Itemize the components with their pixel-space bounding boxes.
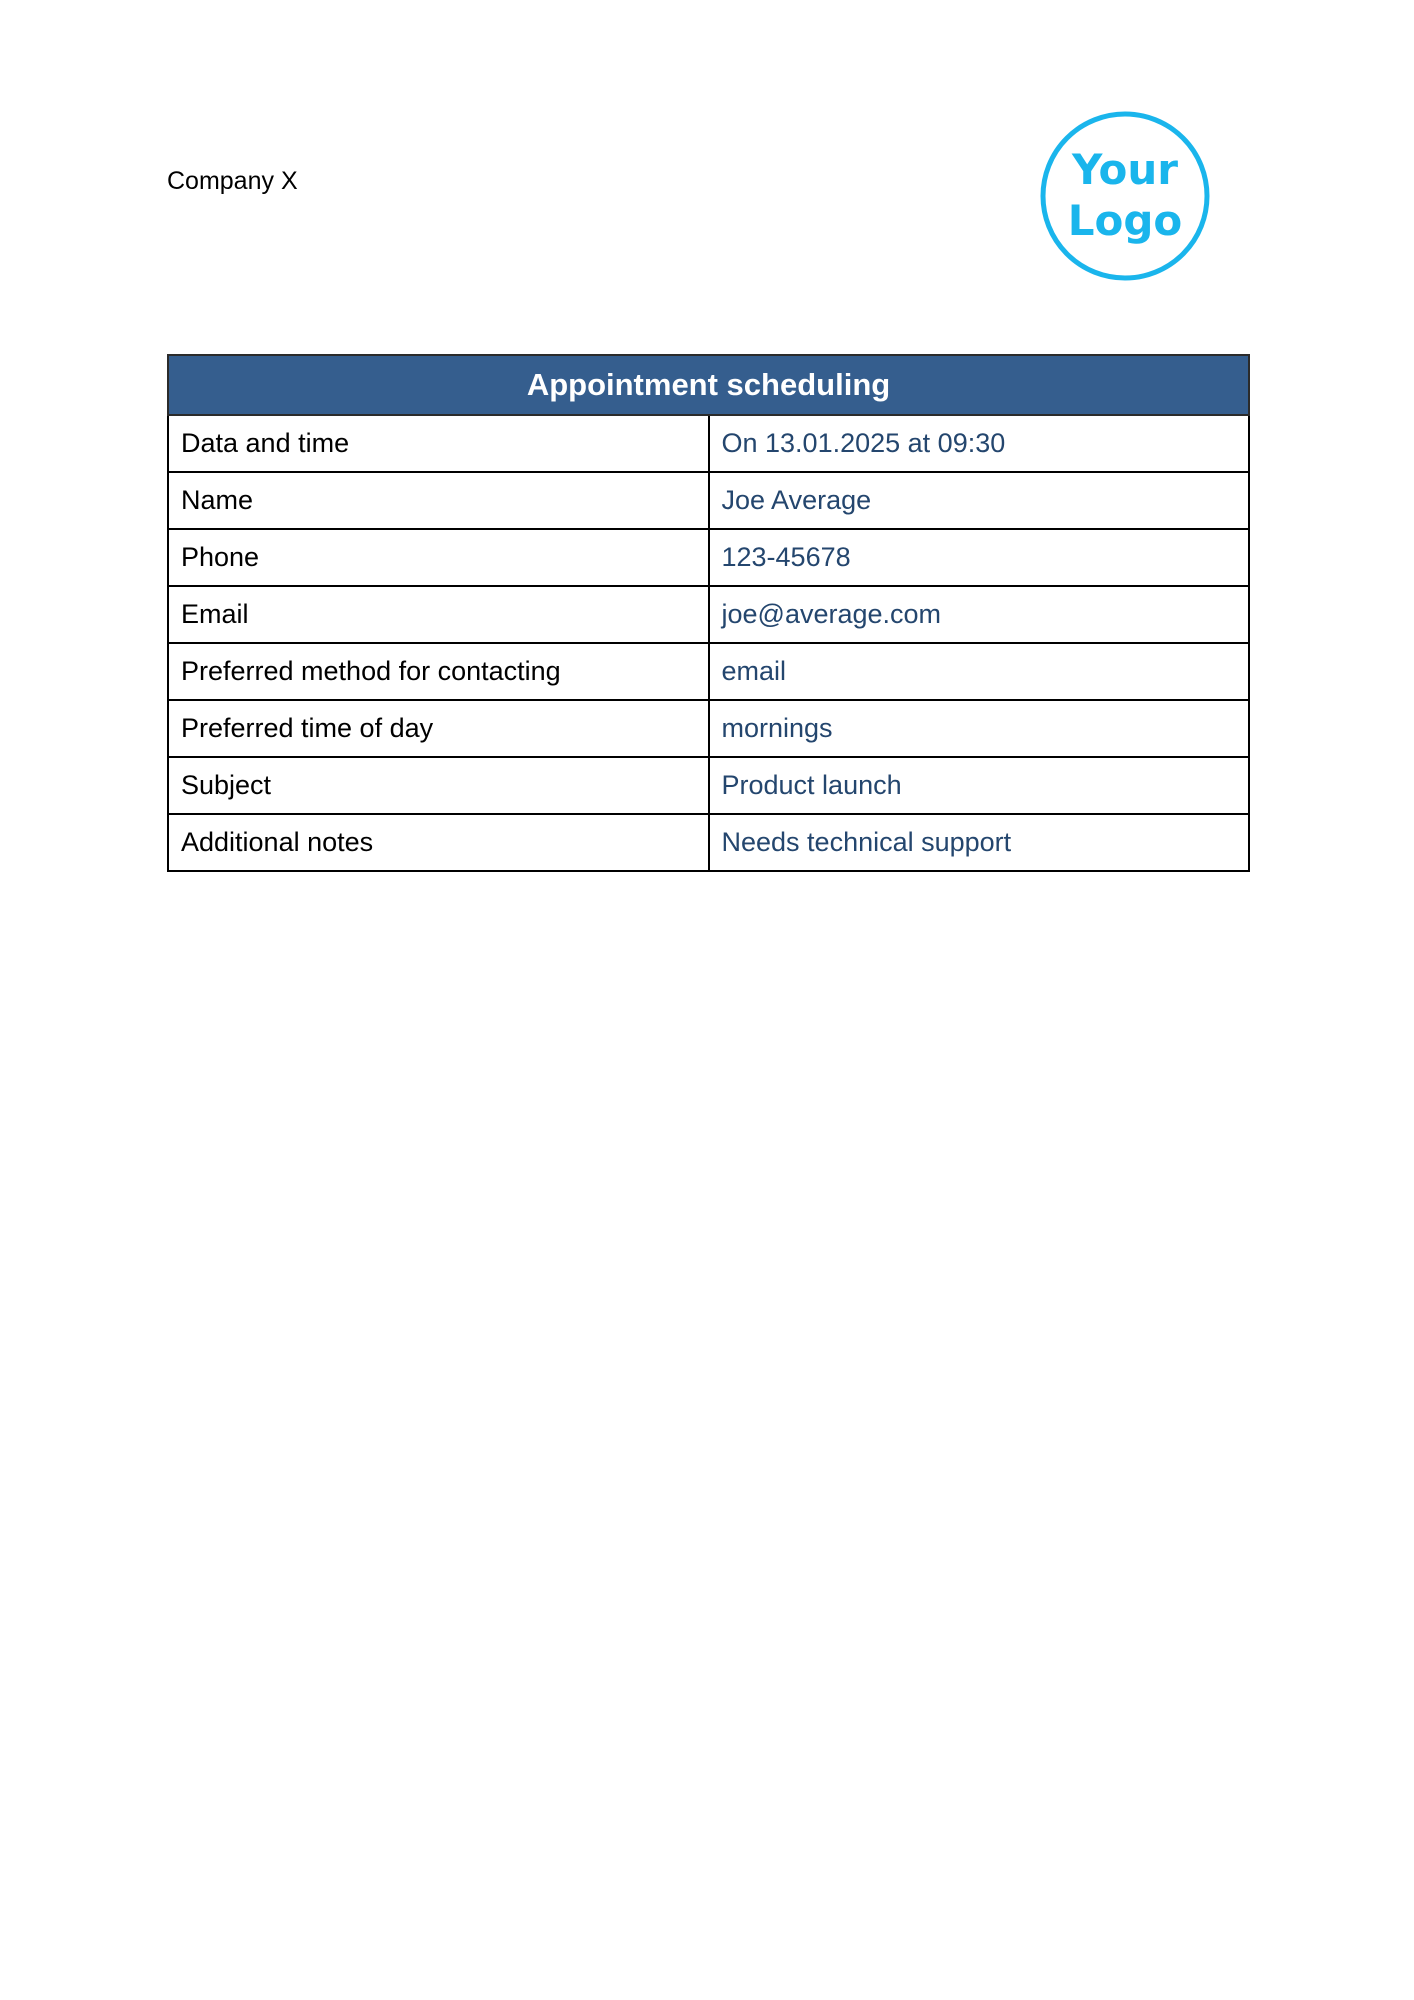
table-row bbox=[168, 472, 1249, 529]
field-value-contact-method: email bbox=[709, 643, 1250, 700]
field-value-date-time: On 13.01.2025 at 09:30 bbox=[709, 415, 1250, 472]
table-row bbox=[168, 643, 1249, 700]
table-title: Appointment scheduling bbox=[168, 355, 1249, 415]
field-label-date-time: Data and time bbox=[168, 415, 709, 472]
logo-mark bbox=[1040, 111, 1210, 281]
field-value-subject: Product launch bbox=[709, 757, 1250, 814]
company-name: Company X bbox=[167, 167, 298, 195]
field-label-phone: Phone bbox=[168, 529, 709, 586]
field-label-name: Name bbox=[168, 472, 709, 529]
field-value-notes: Needs technical support bbox=[709, 814, 1250, 871]
table-row bbox=[168, 586, 1249, 643]
logo-text-line1: Your bbox=[1071, 145, 1179, 194]
logo bbox=[1040, 111, 1210, 281]
table-row bbox=[168, 529, 1249, 586]
field-label-email: Email bbox=[168, 586, 709, 643]
appointment-table bbox=[167, 354, 1250, 872]
field-value-time-of-day: mornings bbox=[709, 700, 1250, 757]
field-value-name: Joe Average bbox=[709, 472, 1250, 529]
table-row bbox=[168, 700, 1249, 757]
field-label-subject: Subject bbox=[168, 757, 709, 814]
table-header-row bbox=[168, 355, 1249, 415]
field-value-email: joe@average.com bbox=[709, 586, 1250, 643]
field-label-notes: Additional notes bbox=[168, 814, 709, 871]
table-row bbox=[168, 814, 1249, 871]
field-label-contact-method: Preferred method for contacting bbox=[168, 643, 709, 700]
table-row bbox=[168, 415, 1249, 472]
logo-text-line2: Logo bbox=[1067, 196, 1183, 245]
field-value-phone: 123-45678 bbox=[709, 529, 1250, 586]
field-label-time-of-day: Preferred time of day bbox=[168, 700, 709, 757]
table-row bbox=[168, 757, 1249, 814]
